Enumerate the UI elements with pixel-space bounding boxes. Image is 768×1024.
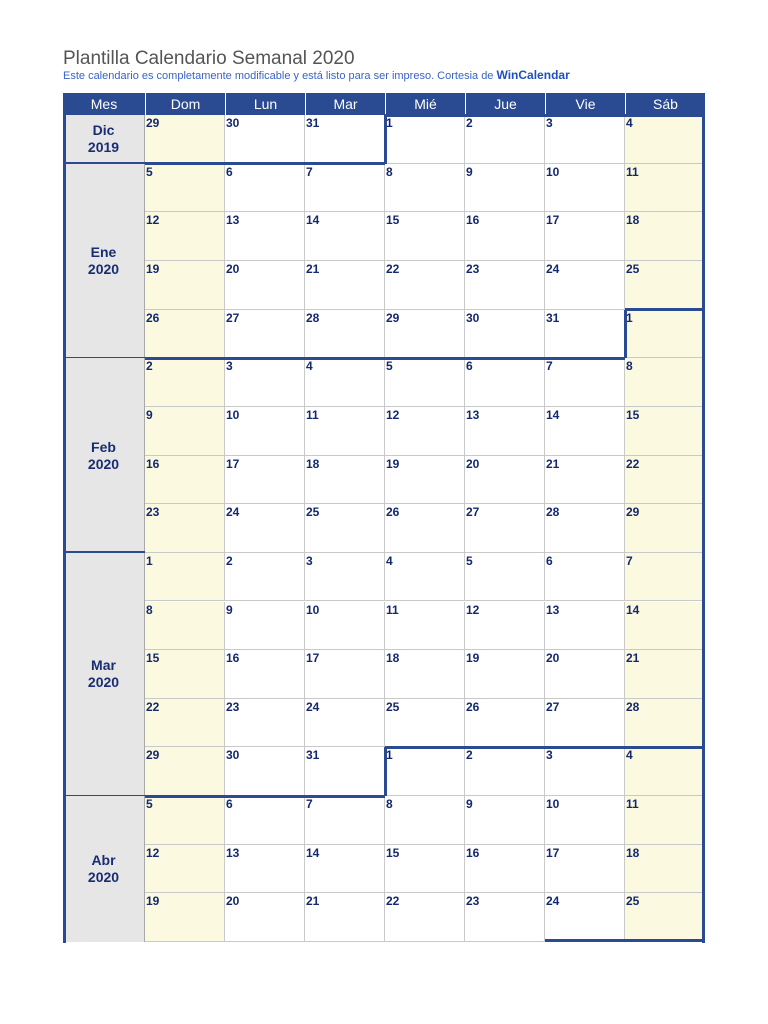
column-header-day-5: Jue [465,93,545,115]
day-number: 4 [306,359,313,374]
day-number: 16 [226,651,240,666]
day-number: 20 [226,894,240,909]
day-number: 7 [626,553,633,568]
month-name: Abr [91,852,116,869]
day-cell[interactable] [385,699,465,748]
day-cell[interactable] [145,164,225,213]
day-cell[interactable] [625,115,705,164]
day-cell[interactable] [305,261,385,310]
day-number: 9 [466,164,473,179]
day-number: 30 [466,310,480,325]
day-cell[interactable] [465,261,545,310]
day-cell[interactable] [385,358,465,407]
day-number: 20 [466,456,480,471]
day-number: 7 [306,164,313,179]
day-number: 14 [626,602,640,617]
day-cell[interactable] [625,893,705,942]
day-number: 3 [306,553,313,568]
day-cell[interactable] [465,212,545,261]
day-cell[interactable] [385,553,465,602]
day-number: 22 [386,261,400,276]
day-number: 4 [626,116,633,130]
day-number: 20 [546,651,560,666]
day-number: 5 [146,797,153,812]
day-cell[interactable] [145,796,225,845]
day-number: 7 [546,359,553,374]
day-cell[interactable] [305,796,385,845]
day-number: 18 [626,213,640,228]
month-boundary [384,115,387,164]
day-number: 4 [626,748,633,763]
day-number: 24 [226,505,240,520]
day-number: 1 [146,553,153,568]
day-cell[interactable] [225,553,305,602]
day-cell[interactable] [305,358,385,407]
day-cell[interactable] [625,456,705,505]
day-cell[interactable] [465,699,545,748]
day-number: 26 [146,310,160,325]
month-year: 2020 [87,455,120,472]
day-cell[interactable] [465,602,545,651]
day-cell[interactable] [625,845,705,894]
calendar-frame-right [702,93,705,943]
day-number: 16 [466,845,480,860]
day-cell[interactable] [545,407,625,456]
column-header-month: Mes [63,93,145,115]
day-number: 19 [146,261,160,276]
day-cell[interactable] [145,699,225,748]
day-cell[interactable] [465,358,545,407]
day-number: 15 [626,407,640,422]
month-boundary [145,357,625,360]
day-number: 8 [386,797,393,812]
day-number: 31 [306,116,320,130]
day-cell[interactable] [385,796,465,845]
day-cell[interactable] [225,650,305,699]
day-cell[interactable] [465,893,545,942]
day-cell[interactable] [305,115,385,164]
day-cell[interactable] [385,310,465,359]
day-cell[interactable] [465,504,545,553]
day-number: 1 [386,116,393,130]
day-number: 10 [306,602,320,617]
weekly-calendar-grid [63,93,705,943]
day-cell[interactable] [625,602,705,651]
month-boundary [384,747,387,796]
day-number: 28 [546,505,560,520]
month-year: 2020 [87,869,120,886]
day-number: 12 [146,213,160,228]
day-number: 14 [306,213,320,228]
subtitle-text: Este calendario es completamente modificable y está listo para ser impreso. Cortesia de [63,70,494,82]
day-cell[interactable] [145,115,225,164]
month-label-ene [63,164,145,359]
day-cell[interactable] [545,893,625,942]
day-cell[interactable] [305,164,385,213]
day-cell[interactable] [625,553,705,602]
day-number: 27 [466,505,480,520]
day-cell[interactable] [465,747,545,796]
month-boundary [385,746,705,749]
day-number: 30 [226,116,240,130]
day-number: 25 [306,505,320,520]
day-number: 24 [546,261,560,276]
day-cell[interactable] [145,456,225,505]
month-boundary [624,310,627,359]
day-number: 11 [626,164,639,179]
day-number: 23 [466,894,480,909]
day-cell[interactable] [145,310,225,359]
day-cell[interactable] [305,699,385,748]
day-cell[interactable] [305,845,385,894]
day-number: 31 [306,748,320,763]
day-number: 7 [306,797,313,812]
column-header-day-2: Lun [225,93,305,115]
day-number: 29 [146,748,160,763]
day-number: 3 [226,359,233,374]
day-cell[interactable] [465,115,545,164]
day-number: 4 [386,553,393,568]
day-number: 19 [466,651,480,666]
day-cell[interactable] [545,747,625,796]
month-boundary [625,308,705,311]
day-number: 16 [146,456,160,471]
day-cell[interactable] [305,310,385,359]
month-boundary [145,795,385,798]
month-boundary [385,114,705,117]
day-number: 2 [226,553,233,568]
column-header-day-3: Mar [305,93,385,115]
day-cell[interactable] [385,261,465,310]
day-cell[interactable] [225,845,305,894]
day-cell[interactable] [545,650,625,699]
day-cell[interactable] [225,602,305,651]
day-number: 12 [466,602,480,617]
day-cell[interactable] [545,115,625,164]
day-number: 2 [466,116,473,130]
day-number: 19 [386,456,400,471]
day-number: 31 [546,310,560,325]
day-cell[interactable] [625,504,705,553]
day-cell[interactable] [225,747,305,796]
day-number: 13 [546,602,560,617]
day-cell[interactable] [465,407,545,456]
day-number: 6 [226,164,233,179]
day-cell[interactable] [385,747,465,796]
day-number: 8 [626,359,633,374]
day-number: 12 [386,407,400,422]
day-cell[interactable] [305,650,385,699]
day-cell[interactable] [225,893,305,942]
day-cell[interactable] [145,650,225,699]
day-cell[interactable] [225,115,305,164]
day-number: 3 [546,116,553,130]
day-number: 6 [546,553,553,568]
day-cell[interactable] [385,407,465,456]
day-cell[interactable] [225,310,305,359]
day-cell[interactable] [465,650,545,699]
day-number: 2 [146,359,153,374]
month-name: Mar [91,657,116,674]
day-cell[interactable] [305,747,385,796]
day-number: 25 [626,261,640,276]
day-cell[interactable] [385,115,465,164]
day-number: 23 [146,505,160,520]
day-number: 9 [226,602,233,617]
day-number: 21 [306,261,320,276]
day-cell[interactable] [145,602,225,651]
day-cell[interactable] [225,407,305,456]
day-cell[interactable] [385,164,465,213]
day-number: 12 [146,845,160,860]
day-cell[interactable] [625,164,705,213]
day-number: 19 [146,894,160,909]
day-cell[interactable] [625,212,705,261]
day-cell[interactable] [145,747,225,796]
day-number: 8 [146,602,153,617]
day-cell[interactable] [465,553,545,602]
day-cell[interactable] [545,358,625,407]
day-number: 22 [146,699,160,714]
day-cell[interactable] [225,796,305,845]
day-number: 6 [466,359,473,374]
day-cell[interactable] [305,456,385,505]
day-number: 15 [386,213,400,228]
day-cell[interactable] [305,602,385,651]
day-number: 26 [386,505,400,520]
day-cell[interactable] [625,358,705,407]
month-label-abr [63,796,145,942]
day-number: 17 [546,845,560,860]
day-number: 14 [306,845,320,860]
day-number: 22 [386,894,400,909]
calendar-frame-left [63,93,66,943]
month-name: Dic [92,122,115,139]
day-number: 13 [226,845,240,860]
day-cell[interactable] [305,407,385,456]
calendar-frame-bottom [545,939,705,942]
day-number: 5 [146,164,153,179]
day-cell[interactable] [385,650,465,699]
day-cell[interactable] [545,504,625,553]
day-number: 9 [466,797,473,812]
day-cell[interactable] [305,893,385,942]
month-name: Ene [90,243,117,260]
day-number: 2 [466,748,473,763]
column-header-day-1: Dom [145,93,225,115]
day-number: 16 [466,213,480,228]
day-cell[interactable] [545,261,625,310]
day-number: 21 [626,651,640,666]
day-number: 10 [546,164,560,179]
day-number: 29 [386,310,400,325]
day-cell[interactable] [385,893,465,942]
day-cell[interactable] [305,553,385,602]
day-number: 11 [626,797,639,812]
day-cell[interactable] [545,845,625,894]
day-number: 18 [386,651,400,666]
month-year: 2019 [87,139,120,156]
day-number: 29 [626,505,640,520]
day-cell[interactable] [385,456,465,505]
day-cell[interactable] [625,310,705,359]
day-number: 24 [546,894,560,909]
day-cell[interactable] [225,504,305,553]
day-cell[interactable] [145,845,225,894]
day-number: 23 [226,699,240,714]
day-number: 28 [626,699,640,714]
day-cell[interactable] [465,310,545,359]
day-number: 22 [626,456,640,471]
month-label-feb [63,358,145,553]
column-header-day-7: Sáb [625,93,705,115]
column-header-day-4: Mié [385,93,465,115]
day-number: 17 [546,213,560,228]
day-cell[interactable] [145,261,225,310]
column-header-day-6: Vie [545,93,625,115]
day-number: 28 [306,310,320,325]
month-year: 2020 [87,260,120,277]
day-number: 21 [546,456,560,471]
day-number: 17 [226,456,240,471]
day-number: 13 [226,213,240,228]
day-cell[interactable] [145,407,225,456]
day-cell[interactable] [545,602,625,651]
day-cell[interactable] [145,212,225,261]
day-cell[interactable] [465,456,545,505]
month-label-dic [63,115,145,164]
day-cell[interactable] [225,699,305,748]
day-number: 24 [306,699,320,714]
day-cell[interactable] [545,310,625,359]
day-cell[interactable] [625,796,705,845]
day-number: 25 [626,894,640,909]
day-number: 5 [386,359,393,374]
day-number: 15 [146,651,160,666]
day-number: 6 [226,797,233,812]
page-subtitle [63,68,570,82]
day-number: 27 [226,310,240,325]
day-cell[interactable] [625,261,705,310]
day-number: 23 [466,261,480,276]
day-cell[interactable] [305,212,385,261]
day-cell[interactable] [385,212,465,261]
day-number: 15 [386,845,400,860]
month-label-mar [63,553,145,796]
brand-link[interactable]: WinCalendar [496,68,570,82]
page-title: Plantilla Calendario Semanal 2020 [63,48,355,69]
day-cell[interactable] [225,358,305,407]
day-number: 11 [306,407,319,422]
day-cell[interactable] [625,699,705,748]
day-number: 13 [466,407,480,422]
month-boundary [145,162,385,165]
day-cell[interactable] [145,358,225,407]
day-cell[interactable] [385,602,465,651]
day-cell[interactable] [225,261,305,310]
day-cell[interactable] [465,845,545,894]
day-cell[interactable] [385,845,465,894]
day-cell[interactable] [545,212,625,261]
day-cell[interactable] [145,504,225,553]
month-year: 2020 [87,674,120,691]
day-cell[interactable] [145,893,225,942]
day-number: 29 [146,116,160,130]
day-number: 27 [546,699,560,714]
day-cell[interactable] [385,504,465,553]
day-cell[interactable] [625,747,705,796]
day-cell[interactable] [625,650,705,699]
day-cell[interactable] [545,164,625,213]
day-number: 10 [226,407,240,422]
day-cell[interactable] [545,553,625,602]
day-number: 14 [546,407,560,422]
day-number: 5 [466,553,473,568]
day-cell[interactable] [225,164,305,213]
day-cell[interactable] [545,456,625,505]
day-cell[interactable] [625,407,705,456]
day-number: 21 [306,894,320,909]
day-number: 1 [626,310,633,325]
day-cell[interactable] [465,796,545,845]
day-cell[interactable] [465,164,545,213]
day-cell[interactable] [545,699,625,748]
day-number: 11 [386,602,399,617]
day-number: 8 [386,164,393,179]
day-cell[interactable] [305,504,385,553]
day-number: 3 [546,748,553,763]
day-number: 30 [226,748,240,763]
day-number: 25 [386,699,400,714]
day-cell[interactable] [225,456,305,505]
day-number: 10 [546,797,560,812]
day-number: 20 [226,261,240,276]
day-number: 26 [466,699,480,714]
day-number: 1 [386,748,393,763]
month-name: Feb [91,438,116,455]
day-cell[interactable] [225,212,305,261]
day-number: 18 [306,456,320,471]
day-number: 18 [626,845,640,860]
day-number: 9 [146,407,153,422]
day-number: 17 [306,651,320,666]
day-cell[interactable] [545,796,625,845]
day-cell[interactable] [145,553,225,602]
